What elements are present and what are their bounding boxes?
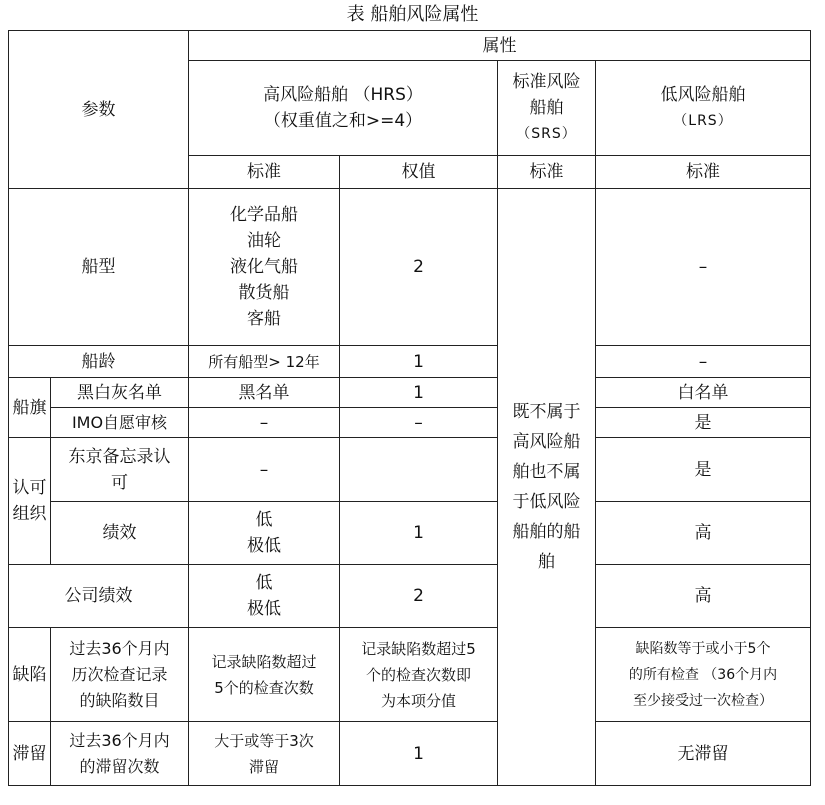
tokyo-label-line2: 可 <box>111 472 128 493</box>
detention-label-line: 的滞留次数 <box>79 756 160 776</box>
ship-risk-table <box>8 30 811 786</box>
org-group-label <box>9 438 51 565</box>
srs-std-header: 标准 <box>498 156 596 189</box>
attr-header: 属性 <box>189 31 811 61</box>
deficiency-hrs <box>189 628 340 722</box>
company-hrs-line: 低 <box>255 573 273 593</box>
srs-text-line: 既不属于 <box>512 402 581 422</box>
detention-group-label: 滞留 <box>9 722 51 786</box>
srs-header <box>498 61 596 156</box>
lrs-header-line2: （LRS） <box>673 113 733 129</box>
list-hrs: 黑名单 <box>189 378 340 408</box>
detention-hrs-line: 滞留 <box>248 757 279 776</box>
hrs-header <box>189 61 498 156</box>
perf-weight: 1 <box>340 502 498 565</box>
deficiency-hrs-line: 记录缺陷数超过 <box>211 652 317 671</box>
perf-hrs <box>189 502 340 565</box>
deficiency-label-line: 的缺陷数目 <box>79 690 160 710</box>
list-lrs: 白名单 <box>596 378 811 408</box>
age-hrs: 所有船型> 12年 <box>189 346 340 378</box>
company-label: 公司绩效 <box>9 565 189 628</box>
lrs-std-header: 标准 <box>596 156 811 189</box>
ship-type-item: 化学品船 <box>230 205 298 225</box>
hrs-header-line1: 高风险船舶 （HRS） <box>263 85 423 105</box>
imo-weight: – <box>340 408 498 438</box>
deficiency-lrs-line: 的所有检查 （36个月内 <box>628 666 778 683</box>
tokyo-label <box>51 438 189 502</box>
srs-text-line: 船舶的船 <box>512 522 581 542</box>
imo-hrs: – <box>189 408 340 438</box>
deficiency-lrs-line: 至少接受过一次检查） <box>633 692 773 709</box>
flag-group-label: 船旗 <box>9 378 51 438</box>
ship-type-lrs: – <box>596 189 811 346</box>
age-weight: 1 <box>340 346 498 378</box>
ship-type-item: 客船 <box>247 309 281 329</box>
ship-type-label: 船型 <box>9 189 189 346</box>
perf-label: 绩效 <box>51 502 189 565</box>
detention-lrs: 无滞留 <box>596 722 811 786</box>
deficiency-lrs-line: 缺陷数等于或小于5个 <box>635 640 771 657</box>
tokyo-weight <box>340 438 498 502</box>
lrs-header-line1: 低风险船舶 <box>660 85 746 105</box>
org-group-line2: 组织 <box>12 504 47 524</box>
detention-weight: 1 <box>340 722 498 786</box>
tokyo-hrs: – <box>189 438 340 502</box>
srs-text-line: 舶 <box>538 552 555 572</box>
perf-hrs-line: 低 <box>255 510 273 530</box>
detention-hrs <box>189 722 340 786</box>
detention-label-line: 过去36个月内 <box>69 730 170 750</box>
company-weight: 2 <box>340 565 498 628</box>
imo-label: IMO自愿审核 <box>51 408 189 438</box>
hrs-weight-header: 权值 <box>340 156 498 189</box>
lrs-header <box>596 61 811 156</box>
list-weight: 1 <box>340 378 498 408</box>
detention-hrs-line: 大于或等于3次 <box>214 731 314 750</box>
deficiency-weight-line: 记录缺陷数超过5 <box>361 639 476 658</box>
deficiency-weight-line: 个的检查次数即 <box>365 665 471 684</box>
age-lrs: – <box>596 346 811 378</box>
deficiency-hrs-line: 5个的检查次数 <box>214 678 314 697</box>
imo-lrs: 是 <box>596 408 811 438</box>
srs-description <box>498 189 596 786</box>
srs-header-line3: （SRS） <box>516 126 577 142</box>
deficiency-group-label: 缺陷 <box>9 628 51 722</box>
ship-type-item: 散货船 <box>238 283 290 303</box>
company-lrs: 高 <box>596 565 811 628</box>
detention-label <box>51 722 189 786</box>
srs-text-line: 于低风险 <box>512 492 581 512</box>
ship-type-weight: 2 <box>340 189 498 346</box>
srs-text-line: 舶也不属 <box>512 462 581 482</box>
deficiency-label-line: 历次检查记录 <box>71 664 168 684</box>
list-label: 黑白灰名单 <box>51 378 189 408</box>
perf-hrs-line: 极低 <box>247 536 281 556</box>
company-hrs <box>189 565 340 628</box>
tokyo-lrs: 是 <box>596 438 811 502</box>
company-hrs-line: 极低 <box>247 599 281 619</box>
srs-header-line1: 标准风险 <box>512 72 581 92</box>
deficiency-lrs <box>596 628 811 722</box>
param-header: 参数 <box>9 31 189 189</box>
ship-type-item: 油轮 <box>247 231 281 251</box>
deficiency-weight <box>340 628 498 722</box>
ship-type-hrs <box>189 189 340 346</box>
table-caption: 表 船舶风险属性 <box>346 4 479 25</box>
org-group-line1: 认可 <box>12 478 47 498</box>
srs-header-line2: 船舶 <box>529 98 564 118</box>
deficiency-weight-line: 为本项分值 <box>380 691 456 710</box>
age-label: 船龄 <box>9 346 189 378</box>
srs-text-line: 高风险船 <box>512 432 581 452</box>
perf-lrs: 高 <box>596 502 811 565</box>
tokyo-label-line1: 东京备忘录认 <box>68 446 171 467</box>
hrs-std-header: 标准 <box>189 156 340 189</box>
ship-type-item: 液化气船 <box>230 257 298 277</box>
hrs-header-line2: （权重值之和>=4） <box>263 111 423 131</box>
deficiency-label <box>51 628 189 722</box>
deficiency-label-line: 过去36个月内 <box>69 638 170 658</box>
